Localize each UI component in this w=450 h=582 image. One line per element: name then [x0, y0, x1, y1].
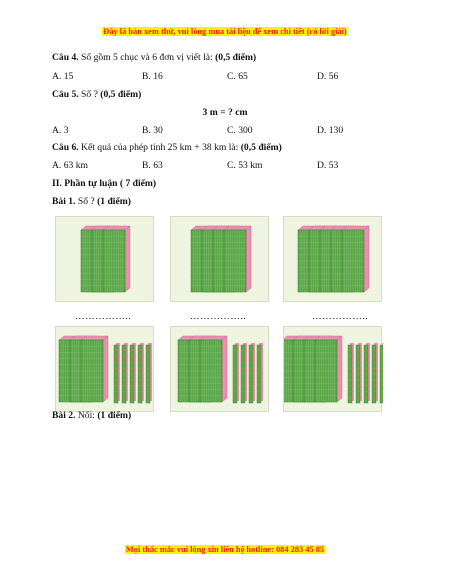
- option-b[interactable]: B. 16: [142, 71, 163, 82]
- question-4: Câu 4. Số gồm 5 chục và 6 đơn vị viết là: (0,5 điểm): [52, 52, 257, 63]
- exercise-2-heading: Bài 2. Nối: (1 điểm): [52, 410, 132, 421]
- points: (0,5 điểm): [100, 89, 142, 100]
- blocks-picture: [55, 216, 154, 302]
- option-d[interactable]: D. 130: [317, 125, 344, 136]
- question-4-options: [52, 71, 412, 83]
- equation: 3 m = ? cm: [202, 107, 248, 118]
- blocks-picture: [170, 216, 269, 302]
- answer-blank[interactable]: ……………..: [75, 311, 132, 322]
- option-a[interactable]: A. 15: [52, 71, 74, 82]
- hundreds-flat: [315, 336, 342, 402]
- points: (0,5 điểm): [215, 52, 257, 63]
- option-d[interactable]: D. 56: [317, 71, 339, 82]
- tens-rod: [138, 343, 144, 403]
- tens-rod: [122, 343, 128, 403]
- blocks-picture: [283, 216, 382, 302]
- hundreds-flat: [103, 226, 130, 292]
- preview-banner: Đây là bản xem thử, vui lòng mua tài liệu để xem chi tiết (có lời giải): [103, 27, 347, 36]
- question-5: Câu 5. Số ? (0,5 điểm): [52, 89, 142, 100]
- hotline-banner: Mọi thắc mắc vui lòng xin liên hệ hotline: 084 283 45 85: [125, 545, 325, 554]
- question-6: Câu 6. Kết quả của phép tính 25 km + 38 km là: (0,5 điểm): [52, 142, 282, 153]
- question-6-options: [52, 160, 412, 172]
- hundreds-flat: [224, 226, 251, 292]
- tens-rod: [356, 343, 362, 403]
- tens-rod: [130, 343, 136, 403]
- question-label: Câu 5.: [52, 89, 79, 100]
- tens-rod: [114, 343, 120, 403]
- option-b[interactable]: B. 63: [142, 160, 163, 171]
- option-c[interactable]: C. 65: [227, 71, 248, 82]
- hundreds-flat: [342, 226, 369, 292]
- hundreds-flat: [81, 336, 108, 402]
- question-label: Câu 6.: [52, 142, 79, 153]
- tens-rod: [372, 343, 378, 403]
- option-a[interactable]: A. 63 km: [52, 160, 88, 171]
- question-label: Câu 4.: [52, 52, 79, 63]
- option-a[interactable]: A. 3: [52, 125, 69, 136]
- option-b[interactable]: B. 30: [142, 125, 163, 136]
- tens-rod: [348, 343, 354, 403]
- tens-rod: [257, 343, 263, 403]
- blocks-picture: [170, 326, 269, 412]
- part-2-title: II. Phần tự luận ( 7 điểm): [52, 178, 157, 189]
- option-d[interactable]: D. 53: [317, 160, 339, 171]
- tens-rod: [233, 343, 239, 403]
- tens-rod: [380, 343, 383, 403]
- blocks-picture: [283, 326, 382, 412]
- tens-rod: [241, 343, 247, 403]
- tens-rod: [146, 343, 152, 403]
- answer-blank[interactable]: ……………..: [312, 311, 369, 322]
- option-c[interactable]: C. 53 km: [227, 160, 263, 171]
- points: (0,5 điểm): [240, 142, 282, 153]
- tens-rod: [249, 343, 255, 403]
- tens-rod: [364, 343, 370, 403]
- blocks-picture: [55, 326, 154, 412]
- question-5-options: [52, 125, 412, 137]
- exercise-1-heading: Bài 1. Số ? (1 điểm): [52, 196, 131, 207]
- hundreds-flat: [200, 336, 227, 402]
- option-c[interactable]: C. 300: [227, 125, 253, 136]
- answer-blank[interactable]: ……………..: [190, 311, 247, 322]
